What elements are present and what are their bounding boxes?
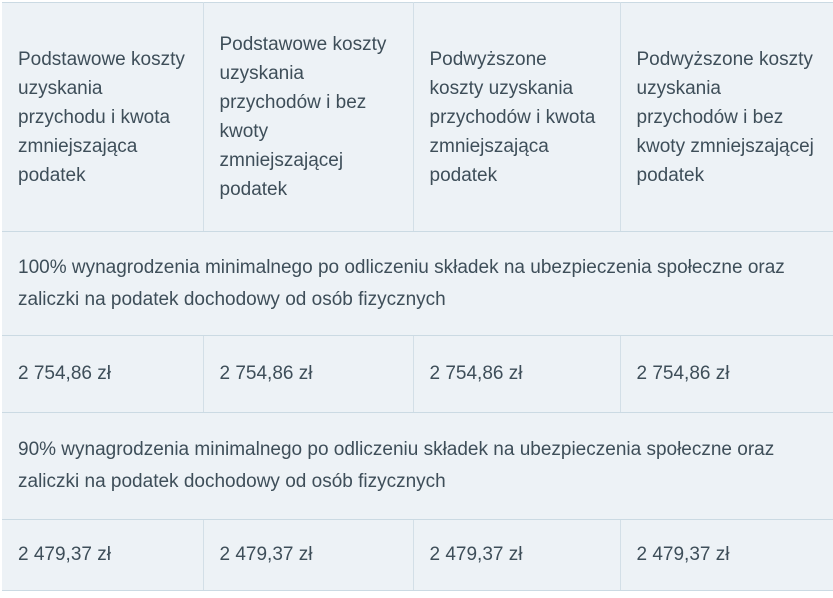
amount-cell: 2 754,86 zł <box>203 336 413 413</box>
column-header-increased-costs-with-reducing-amount: Podwyższone koszty uzyskania przychodów i kwota zmniejszająca podatek <box>413 3 620 232</box>
column-header-increased-costs-without-reducing-amount: Podwyższone koszty uzyskania przychodów i bez kwoty zmniejszającej podatek <box>620 3 833 232</box>
values-row-90-percent <box>2 520 833 591</box>
table-header-row <box>2 3 833 232</box>
amount-cell: 2 479,37 zł <box>620 520 833 591</box>
amount-cell: 2 479,37 zł <box>203 520 413 591</box>
description-row-90-percent <box>2 413 833 520</box>
column-header-basic-costs-with-reducing-amount: Podstawowe koszty uzyskania przychodu i kwota zmniejszająca podatek <box>2 3 203 232</box>
row-description: 90% wynagrodzenia minimalnego po odliczeniu składek na ubezpieczenia społeczne oraz zaliczki na podatek dochodowy od osób fizycznych <box>2 413 833 520</box>
amount-cell: 2 479,37 zł <box>413 520 620 591</box>
values-row-100-percent <box>2 336 833 413</box>
tax-costs-table-container <box>2 2 833 591</box>
row-description: 100% wynagrodzenia minimalnego po odliczeniu składek na ubezpieczenia społeczne oraz zaliczki na podatek dochodowy od osób fizycznych <box>2 232 833 336</box>
amount-cell: 2 754,86 zł <box>2 336 203 413</box>
amount-cell: 2 754,86 zł <box>620 336 833 413</box>
amount-cell: 2 479,37 zł <box>2 520 203 591</box>
tax-costs-table <box>2 2 833 591</box>
amount-cell: 2 754,86 zł <box>413 336 620 413</box>
description-row-100-percent <box>2 232 833 336</box>
column-header-basic-costs-without-reducing-amount: Podstawowe koszty uzyskania przychodów i bez kwoty zmniejszającej podatek <box>203 3 413 232</box>
